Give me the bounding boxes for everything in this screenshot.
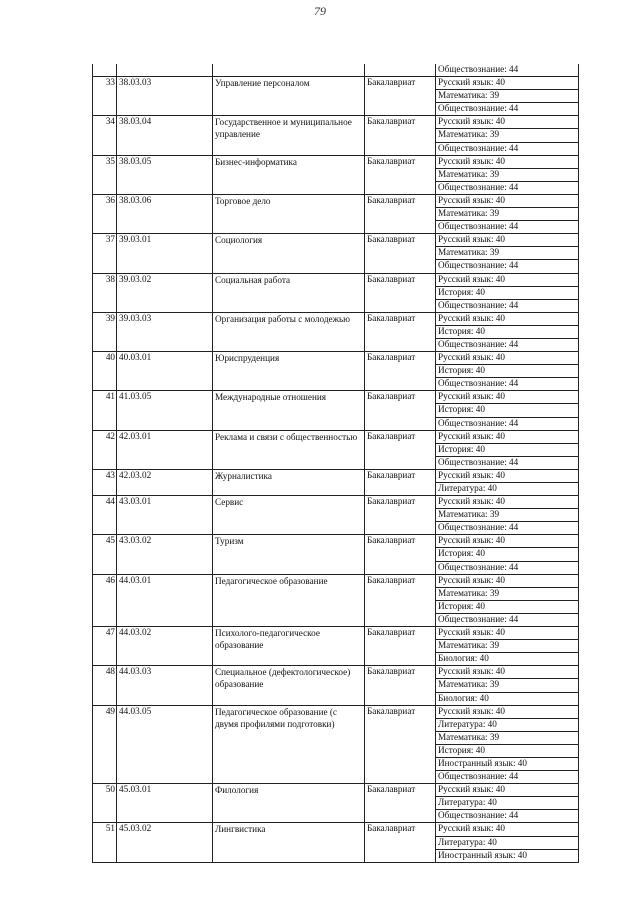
row-number-cell: 36: [93, 194, 117, 233]
program-name-cell: Организация работы с молодежью: [213, 312, 365, 351]
degree-level-cell: Бакалавриат: [365, 116, 436, 155]
degree-level-cell: Бакалавриат: [365, 784, 436, 823]
row-number-cell: [93, 64, 117, 77]
table-row: [93, 194, 579, 207]
row-number-cell: 47: [93, 627, 117, 666]
program-code-cell: 38.03.03: [117, 77, 213, 116]
table-row: [93, 535, 579, 548]
exam-subject-cell: Русский язык: 40: [436, 784, 579, 797]
exam-subject-cell: Русский язык: 40: [436, 273, 579, 286]
degree-level-cell: Бакалавриат: [365, 535, 436, 574]
exam-subject-cell: Русский язык: 40: [436, 352, 579, 365]
exam-subject-cell: Математика: 39: [436, 90, 579, 103]
exam-subject-cell: История: 40: [436, 365, 579, 378]
exam-subject-cell: Русский язык: 40: [436, 77, 579, 90]
program-name-cell: Бизнес-информатика: [213, 155, 365, 194]
table-row: [93, 430, 579, 443]
exam-subject-cell: Математика: 39: [436, 247, 579, 260]
program-code-cell: 38.03.04: [117, 116, 213, 155]
table-row: [93, 496, 579, 509]
program-code-cell: 42.03.01: [117, 430, 213, 469]
program-name-cell: Педагогическое образование (с двумя профилями подготовки): [213, 705, 365, 784]
exam-subject-cell: Русский язык: 40: [436, 430, 579, 443]
exam-subject-cell: Математика: 39: [436, 640, 579, 653]
program-name-cell: Туризм: [213, 535, 365, 574]
degree-level-cell: Бакалавриат: [365, 155, 436, 194]
exam-subject-cell: Русский язык: 40: [436, 823, 579, 836]
program-code-cell: 43.03.02: [117, 535, 213, 574]
program-code-cell: 39.03.01: [117, 234, 213, 273]
table-row: [93, 705, 579, 718]
row-number-cell: 33: [93, 77, 117, 116]
degree-level-cell: Бакалавриат: [365, 77, 436, 116]
program-name-cell: Специальное (дефектологическое) образование: [213, 666, 365, 705]
exam-subject-cell: Обществознание: 44: [436, 103, 579, 116]
exam-subject-cell: Иностранный язык: 40: [436, 849, 579, 862]
degree-level-cell: Бакалавриат: [365, 234, 436, 273]
degree-level-cell: Бакалавриат: [365, 194, 436, 233]
program-name-cell: Журналистика: [213, 469, 365, 495]
row-number-cell: 48: [93, 666, 117, 705]
row-number-cell: 50: [93, 784, 117, 823]
exam-subject-cell: Обществознание: 44: [436, 522, 579, 535]
program-code-cell: 43.03.01: [117, 496, 213, 535]
row-number-cell: 45: [93, 535, 117, 574]
exam-subject-cell: Математика: 39: [436, 509, 579, 522]
exam-subject-cell: Русский язык: 40: [436, 666, 579, 679]
row-number-cell: 51: [93, 823, 117, 862]
degree-level-cell: Бакалавриат: [365, 705, 436, 784]
exam-subject-cell: Русский язык: 40: [436, 574, 579, 587]
exam-subject-cell: Обществознание: 44: [436, 221, 579, 234]
program-code-cell: 39.03.02: [117, 273, 213, 312]
exam-subject-cell: История: 40: [436, 443, 579, 456]
program-code-cell: 38.03.06: [117, 194, 213, 233]
table-row: [93, 784, 579, 797]
program-name-cell: Управление персоналом: [213, 77, 365, 116]
exam-subject-cell: Обществознание: 44: [436, 456, 579, 469]
degree-level-cell: Бакалавриат: [365, 391, 436, 430]
exam-subject-cell: Обществознание: 44: [436, 338, 579, 351]
row-number-cell: 42: [93, 430, 117, 469]
table-row: [93, 273, 579, 286]
program-name-cell: Реклама и связи с общественностью: [213, 430, 365, 469]
program-code-cell: 44.03.01: [117, 574, 213, 626]
table-row: [93, 469, 579, 482]
table-row: [93, 155, 579, 168]
exam-subject-cell: История: 40: [436, 404, 579, 417]
exam-subject-cell: Обществознание: 44: [436, 299, 579, 312]
degree-level-cell: Бакалавриат: [365, 273, 436, 312]
degree-level-cell: Бакалавриат: [365, 469, 436, 495]
exam-subject-cell: Обществознание: 44: [436, 417, 579, 430]
program-code-cell: 45.03.01: [117, 784, 213, 823]
exam-subject-cell: Обществознание: 44: [436, 771, 579, 784]
table-row: [93, 352, 579, 365]
exam-subject-cell: Литература: 40: [436, 797, 579, 810]
admission-table: [92, 64, 579, 863]
program-name-cell: Лингвистика: [213, 823, 365, 862]
row-number-cell: 39: [93, 312, 117, 351]
exam-subject-cell: Биология: 40: [436, 653, 579, 666]
program-code-cell: 41.03.05: [117, 391, 213, 430]
table-row: [93, 64, 579, 77]
table-row: [93, 116, 579, 129]
program-code-cell: 38.03.05: [117, 155, 213, 194]
program-code-cell: 44.03.05: [117, 705, 213, 784]
exam-subject-cell: Математика: 39: [436, 208, 579, 221]
row-number-cell: 37: [93, 234, 117, 273]
degree-level-cell: Бакалавриат: [365, 574, 436, 626]
exam-subject-cell: Математика: 39: [436, 168, 579, 181]
program-name-cell: Социальная работа: [213, 273, 365, 312]
program-name-cell: Юриспруденция: [213, 352, 365, 391]
exam-subject-cell: Обществознание: 44: [436, 378, 579, 391]
table-row: [93, 666, 579, 679]
degree-level-cell: Бакалавриат: [365, 666, 436, 705]
program-name-cell: [213, 64, 365, 77]
program-name-cell: Торговое дело: [213, 194, 365, 233]
table-row: [93, 391, 579, 404]
degree-level-cell: Бакалавриат: [365, 627, 436, 666]
program-code-cell: [117, 64, 213, 77]
program-name-cell: Сервис: [213, 496, 365, 535]
program-code-cell: 44.03.03: [117, 666, 213, 705]
row-number-cell: 35: [93, 155, 117, 194]
table-row: [93, 627, 579, 640]
page-number: 79: [314, 4, 326, 18]
exam-subject-cell: Русский язык: 40: [436, 391, 579, 404]
exam-subject-cell: Литература: 40: [436, 836, 579, 849]
program-name-cell: Филология: [213, 784, 365, 823]
exam-subject-cell: Русский язык: 40: [436, 535, 579, 548]
degree-level-cell: Бакалавриат: [365, 430, 436, 469]
degree-level-cell: Бакалавриат: [365, 352, 436, 391]
exam-subject-cell: История: 40: [436, 325, 579, 338]
exam-subject-cell: Обществознание: 44: [436, 810, 579, 823]
exam-subject-cell: Литература: 40: [436, 718, 579, 731]
degree-level-cell: Бакалавриат: [365, 312, 436, 351]
exam-subject-cell: Русский язык: 40: [436, 627, 579, 640]
row-number-cell: 34: [93, 116, 117, 155]
exam-subject-cell: История: 40: [436, 548, 579, 561]
exam-subject-cell: Русский язык: 40: [436, 312, 579, 325]
row-number-cell: 40: [93, 352, 117, 391]
program-name-cell: Социология: [213, 234, 365, 273]
exam-subject-cell: Математика: 39: [436, 587, 579, 600]
exam-subject-cell: Обществознание: 44: [436, 142, 579, 155]
exam-subject-cell: Биология: 40: [436, 692, 579, 705]
exam-subject-cell: Математика: 39: [436, 129, 579, 142]
program-code-cell: 40.03.01: [117, 352, 213, 391]
exam-subject-cell: Обществознание: 44: [436, 64, 579, 77]
program-name-cell: Психолого-педагогическое образование: [213, 627, 365, 666]
program-code-cell: 42.03.02: [117, 469, 213, 495]
program-code-cell: 44.03.02: [117, 627, 213, 666]
row-number-cell: 46: [93, 574, 117, 626]
exam-subject-cell: Иностранный язык: 40: [436, 757, 579, 770]
exam-subject-cell: Математика: 39: [436, 679, 579, 692]
exam-subject-cell: Русский язык: 40: [436, 116, 579, 129]
exam-subject-cell: История: 40: [436, 286, 579, 299]
degree-level-cell: [365, 64, 436, 77]
table-row: [93, 823, 579, 836]
exam-subject-cell: Русский язык: 40: [436, 194, 579, 207]
exam-subject-cell: Русский язык: 40: [436, 469, 579, 482]
exam-subject-cell: Математика: 39: [436, 731, 579, 744]
table-row: [93, 77, 579, 90]
exam-subject-cell: Обществознание: 44: [436, 613, 579, 626]
program-code-cell: 39.03.03: [117, 312, 213, 351]
row-number-cell: 44: [93, 496, 117, 535]
exam-subject-cell: История: 40: [436, 744, 579, 757]
exam-subject-cell: Литература: 40: [436, 483, 579, 496]
program-name-cell: Педагогическое образование: [213, 574, 365, 626]
exam-subject-cell: Русский язык: 40: [436, 705, 579, 718]
exam-subject-cell: Обществознание: 44: [436, 181, 579, 194]
degree-level-cell: Бакалавриат: [365, 823, 436, 862]
program-code-cell: 45.03.02: [117, 823, 213, 862]
row-number-cell: 41: [93, 391, 117, 430]
table-row: [93, 312, 579, 325]
exam-subject-cell: Русский язык: 40: [436, 155, 579, 168]
exam-subject-cell: История: 40: [436, 600, 579, 613]
exam-subject-cell: Обществознание: 44: [436, 561, 579, 574]
table-row: [93, 234, 579, 247]
row-number-cell: 49: [93, 705, 117, 784]
program-name-cell: Международные отношения: [213, 391, 365, 430]
program-name-cell: Государственное и муниципальное управление: [213, 116, 365, 155]
exam-subject-cell: Русский язык: 40: [436, 234, 579, 247]
exam-subject-cell: Русский язык: 40: [436, 496, 579, 509]
degree-level-cell: Бакалавриат: [365, 496, 436, 535]
exam-subject-cell: Обществознание: 44: [436, 260, 579, 273]
table-row: [93, 574, 579, 587]
row-number-cell: 43: [93, 469, 117, 495]
row-number-cell: 38: [93, 273, 117, 312]
